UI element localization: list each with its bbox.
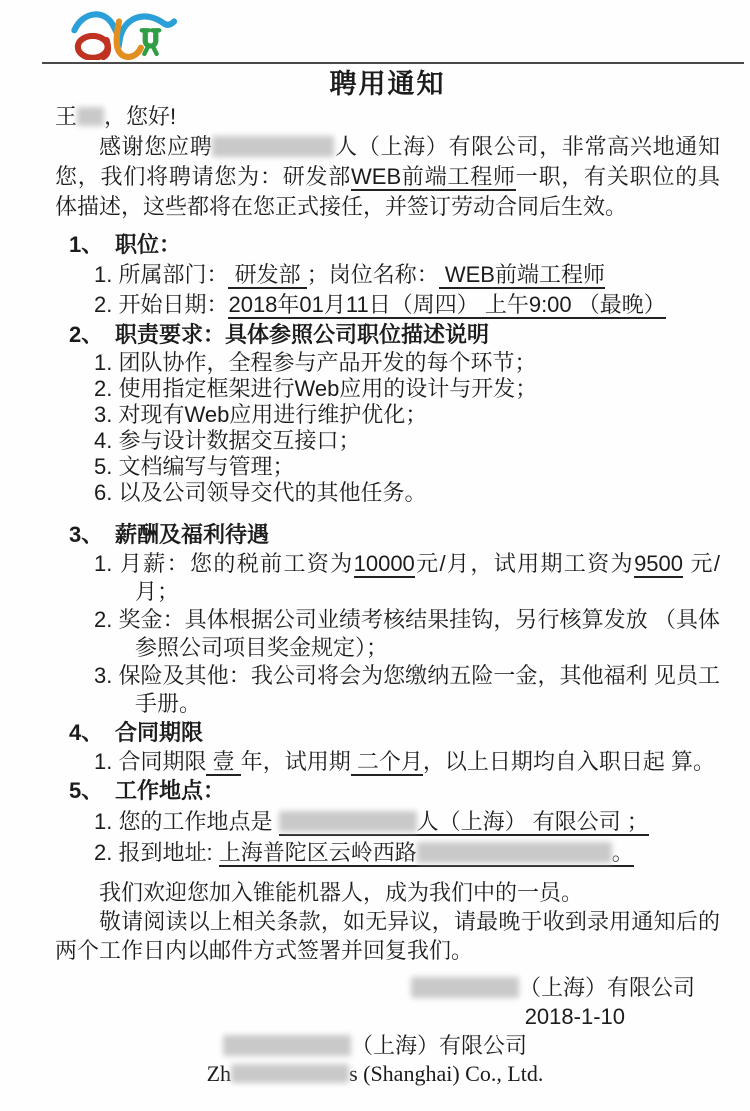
- closing-instruction: 敬请阅读以上相关条款，如无异议，请最晚于收到录用通知后的两个工作日内以邮件方式签署并回复我们。: [55, 909, 720, 963]
- item-text: 1. 月薪：您的税前工资为: [94, 551, 354, 576]
- redacted-text: [77, 107, 104, 126]
- item-text: ；岗位名称：: [306, 262, 439, 287]
- address-value: 上海普陀区云岭西路: [218, 840, 417, 865]
- list-item: 6. 以及公司领导交代的其他任务。: [94, 480, 427, 505]
- intro-text: 一职，有关职位的具体描述，这些都将在您正式接任，并签订劳动合同后生效。: [55, 164, 720, 219]
- list-item: [55, 806, 720, 837]
- footer-company-en: [30, 1060, 720, 1088]
- closing-paragraphs: [55, 878, 720, 965]
- item-text: 年，试用期: [240, 749, 351, 774]
- start-date-value: 2018年01月11日（周四） 上午9:00 （最晚）: [228, 292, 666, 317]
- section-heading: [69, 230, 720, 260]
- signature-company-line: [55, 973, 695, 1003]
- list-item: 4. 参与设计数据交互接口；: [94, 428, 361, 453]
- workplace-value: 人（上海） 有限公司 ；: [416, 809, 649, 834]
- item-text: 2. 开始日期：: [94, 292, 229, 317]
- section-title: 工作地点：: [115, 778, 226, 803]
- signature-date: 2018-1-10: [524, 1004, 625, 1029]
- item-text: 。: [611, 840, 634, 865]
- redacted-text: [223, 1035, 351, 1056]
- item-text: ，以上日期均自入职日起 算。: [422, 749, 715, 774]
- closing-welcome: 我们欢迎您加入锥能机器人，成为我们中的一员。: [99, 880, 584, 905]
- redacted-text: [279, 811, 417, 832]
- section-contract: [55, 718, 720, 776]
- list-item: 5. 文档编写与管理；: [94, 454, 295, 479]
- section-salary: [55, 520, 720, 718]
- redacted-text: [212, 136, 334, 157]
- section-position: [55, 230, 720, 320]
- redacted-text: [411, 977, 519, 998]
- item-text: 1. 您的工作地点是: [94, 809, 279, 834]
- signature-block: [55, 973, 695, 1031]
- salary-value: 10000: [353, 551, 415, 576]
- redacted-text: [417, 842, 612, 863]
- section-heading: [69, 320, 720, 350]
- section-number: 1、: [69, 232, 104, 257]
- list-item: 2. 使用指定框架进行Web应用的设计与开发；: [94, 376, 538, 401]
- divider: [42, 62, 744, 64]
- footer-company-en-text: s (Shanghai) Co., Ltd.: [349, 1061, 544, 1086]
- greeting-text: ，您好!: [104, 104, 177, 129]
- list-item: 1. 团队协作，全程参与产品开发的每个环节；: [94, 350, 537, 375]
- intro-text: 人（上海）有限公司，非常高兴地通知您，我们将聘请您为：研发部: [55, 134, 720, 189]
- list-item: [55, 550, 720, 606]
- contract-term-value: 壹: [206, 749, 241, 774]
- list-item: [55, 748, 720, 776]
- section-heading: [69, 520, 720, 550]
- section-title: 薪酬及福利待遇: [115, 522, 270, 547]
- item-text: 1. 合同期限: [94, 749, 207, 774]
- job-title-value: WEB前端工程师: [438, 262, 605, 287]
- item-text: 1. 所属部门：: [94, 262, 229, 287]
- section-number: 5、: [69, 778, 104, 803]
- section-workplace: [55, 776, 720, 868]
- section-title: 合同期限: [115, 720, 204, 745]
- redacted-text: [231, 1064, 349, 1083]
- section-heading: [69, 776, 720, 806]
- item-text: 元/月，试用期工资为: [414, 551, 635, 576]
- footer-company-cn-text: （上海）有限公司: [350, 1033, 527, 1058]
- position-underlined: WEB前端工程师: [351, 164, 516, 189]
- page-title: 聘用通知: [329, 69, 446, 99]
- department-value: 研发部: [228, 262, 307, 287]
- greeting-line: [55, 102, 720, 132]
- intro-paragraph: [55, 132, 720, 222]
- company-logo-icon: [67, 4, 185, 60]
- section-number: 2、: [69, 322, 104, 347]
- item-text: 元/月；: [135, 551, 720, 604]
- section-number: 4、: [69, 720, 104, 745]
- footer-company-en-text: Zh: [206, 1061, 232, 1086]
- probation-salary-value: 9500: [634, 551, 684, 576]
- probation-term-value: 二个月: [350, 749, 423, 774]
- item-text: 2. 报到地址:: [94, 840, 219, 865]
- recipient-surname: 王: [55, 104, 78, 129]
- signature-company: （上海）有限公司: [518, 975, 695, 1000]
- section-number: 3、: [69, 522, 104, 547]
- list-item: [55, 837, 720, 868]
- section-heading: [69, 718, 720, 748]
- intro-text: 感谢您应聘: [99, 134, 213, 159]
- section-duties: [55, 320, 720, 506]
- footer-company-cn: [30, 1031, 720, 1060]
- section-title: 职位：: [115, 232, 182, 257]
- footer-block: [30, 1031, 720, 1088]
- section-title: 职责要求：具体参照公司职位描述说明: [115, 322, 490, 347]
- list-item: 3. 对现有Web应用进行维护优化；: [94, 402, 428, 427]
- list-item: [55, 260, 720, 290]
- list-item: 3. 保险及其他：我公司将会为您缴纳五险一金，其他福利 见员工手册。: [94, 663, 720, 716]
- list-item: 2. 奖金：具体根据公司业绩考核结果挂钩，另行核算发放 （具体参照公司项目奖金规定）；: [94, 607, 720, 660]
- list-item: [55, 290, 720, 320]
